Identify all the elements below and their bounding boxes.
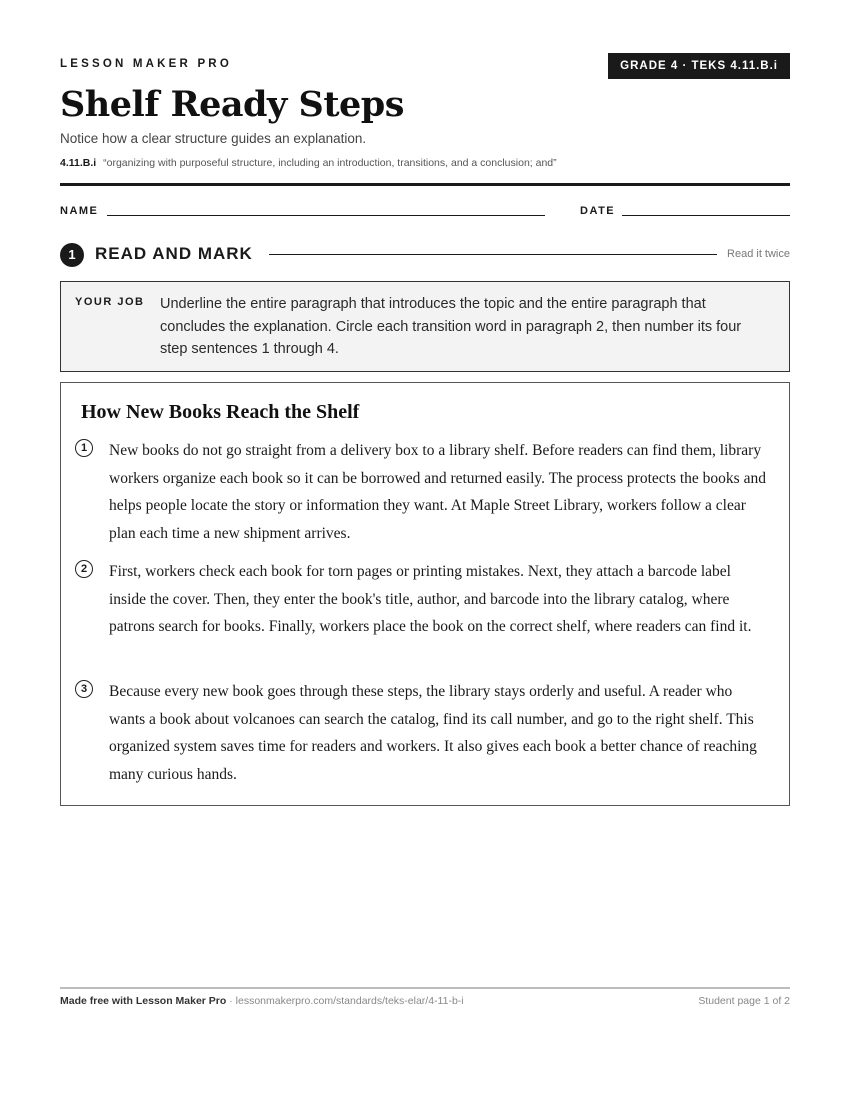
worksheet-page — [60, 0, 790, 1100]
footer-credit — [60, 995, 464, 1007]
passage-box — [60, 382, 790, 806]
footer-made-with: Made free with Lesson Maker Pro — [60, 995, 227, 1007]
paragraph-number-badge: 1 — [75, 439, 93, 457]
header-divider — [60, 183, 790, 186]
footer-divider — [60, 987, 790, 989]
instructions-box — [60, 281, 790, 372]
date-field[interactable] — [622, 215, 790, 216]
instructions-text: Underline the entire paragraph that introduces the topic and the entire paragraph that concludes the explanation. Circle each transition word in paragraph 2, then number its four step sentences 1 through 4. — [160, 296, 742, 357]
paragraph-number-badge: 2 — [75, 560, 93, 578]
instructions-label: YOUR JOB — [75, 296, 145, 308]
page-subtitle: Notice how a clear structure guides an explanation. — [60, 131, 367, 146]
standard-line — [60, 157, 557, 169]
footer-page-number: Student page 1 of 2 — [698, 995, 790, 1007]
section-title: READ AND MARK — [95, 244, 253, 263]
grade-badge: GRADE 4 · TEKS 4.11.B.i — [608, 53, 790, 79]
paragraph-text: Because every new book goes through these steps, the library stays orderly and useful. A reader who wants a book about volcanoes can search the catalog, find its call number, and go to the right shelf. This organized system saves time for readers and workers. It also gives each book a better chance of reaching many curious hands. — [109, 683, 757, 783]
page-title: Shelf Ready Steps — [60, 84, 404, 125]
date-label: DATE — [580, 205, 616, 217]
brand-name: LESSON MAKER PRO — [60, 58, 232, 70]
footer-url[interactable]: · lessonmakerpro.com/standards/teks-elar/4-11-b-i — [226, 995, 464, 1007]
name-field[interactable] — [107, 215, 545, 216]
standard-text: “organizing with purposeful structure, including an introduction, transitions, and a conclusion; and” — [103, 157, 557, 169]
passage-title: How New Books Reach the Shelf — [81, 401, 360, 423]
paragraph-number-badge: 3 — [75, 680, 93, 698]
section-divider — [269, 254, 717, 255]
name-label: NAME — [60, 205, 99, 217]
section-number-badge: 1 — [60, 243, 84, 267]
paragraph-text: New books do not go straight from a delivery box to a library shelf. Before readers can find them, library workers organize each book so it can be borrowed and returned easily. The process protects the books and helps people locate the story or information they want. At Maple Street Library, workers follow a clear plan each time a new shipment arrives. — [109, 442, 766, 542]
section-note: Read it twice — [727, 248, 790, 260]
paragraph-text: First, workers check each book for torn pages or printing mistakes. Next, they attach a barcode label inside the cover. Then, they enter the book's title, author, and barcode into the library catalog, where patrons search for books. Finally, workers place the book on the correct shelf, where readers can find it. — [109, 563, 752, 635]
standard-code: 4.11.B.i — [60, 157, 97, 169]
